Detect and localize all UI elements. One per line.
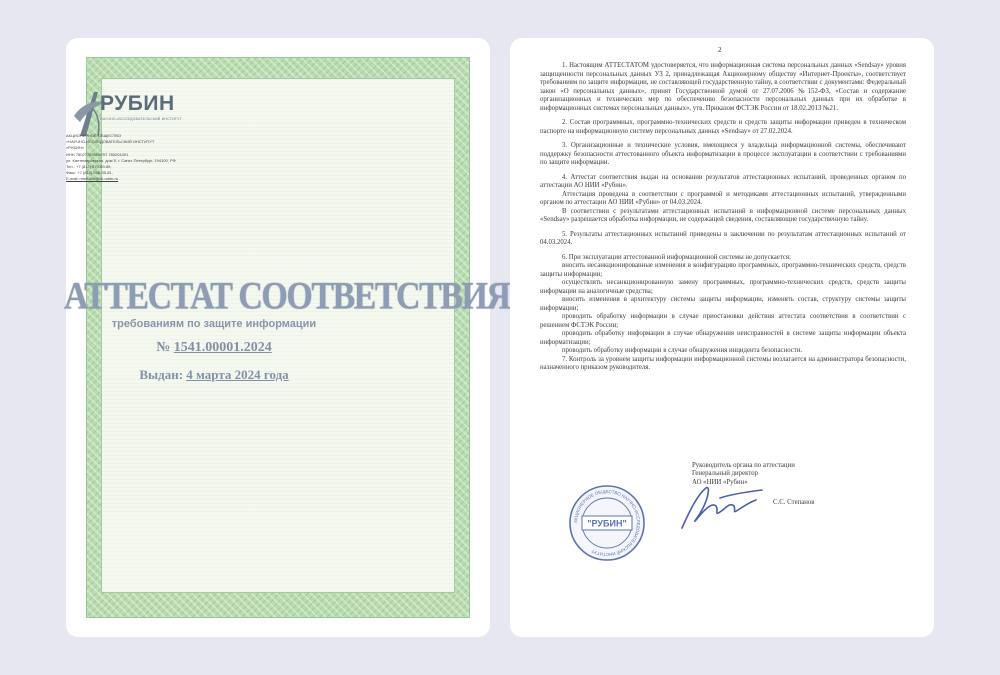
- signatory-line: Руководитель органа по аттестации: [692, 462, 795, 469]
- list-item: вносить несанкционированные изменения в конфигурацию программных, программно-технических средств, средств защиты информации;: [540, 262, 906, 278]
- paragraph-4: 4. Аттестат соответствия выдан на основании результатов аттестационных испытаний, проведенных органом по аттестации АО НИИ «Рубин».: [540, 173, 906, 189]
- official-stamp-icon: [568, 484, 646, 562]
- paragraph-5: 5. Результаты аттестационных испытаний приведены в заключении по результатам аттестационных испытаний от 04.03.2024.: [540, 230, 906, 246]
- org-line: «НАУЧНО-ИССЛЕДОВАТЕЛЬСКИЙ ИНСТИТУТ: [66, 139, 155, 145]
- signatory-line: Генеральный директор: [692, 470, 758, 478]
- certificate-title: АТТЕСТАТ СООТВЕТСТВИЯ: [64, 275, 510, 318]
- org-line: «РУБИН»: [66, 145, 84, 151]
- paragraph-7: 7. Контроль за уровнем защиты информации информационной системы возлагается на администратора безопасности, назначенного приказом руководителя.: [540, 355, 906, 371]
- document-body: [540, 62, 906, 373]
- signatory-line: АО «НИИ «Рубин»: [692, 478, 748, 486]
- list-item: проводить обработку информации в случае приостановки действия аттестата соответствия в соответствии с решением ФСТЭК России;: [540, 313, 906, 329]
- org-line: Тел.: +7 (812) 670-89-89,: [66, 164, 112, 170]
- certificate-number: [84, 340, 344, 356]
- list-item: проводить обработку информации в случае обнаружения инцидента безопасности.: [562, 347, 803, 354]
- signer-name: С.С. Степанов: [773, 499, 815, 506]
- org-email: E-mail: nrinrubin@nii-rubin.ru: [66, 176, 119, 182]
- paragraph-4-result: В соответствии с результатами аттестационных испытаний в информационной системе персональных данных «Sendsay» разрешается обработка информации, не содержащей сведения, составляющие государственную тайну.: [540, 207, 906, 223]
- paragraph-4-method: Аттестация проведена в соответствии с программой и методиками аттестационных испытаний, утвержденными органом по аттестации АО НИИ «Рубин» от 04.03.2024.: [540, 190, 906, 206]
- org-line: АКЦИОНЕРНОЕ ОБЩЕСТВО: [66, 133, 121, 138]
- certificate-issued: [84, 367, 344, 383]
- signature-icon: [676, 480, 768, 534]
- org-line: ул. Кантемировская, дом 5, г. Санкт-Петербург, 194100, РФ: [66, 157, 176, 163]
- paragraph-1: 1. Настоящим АТТЕСТАТОМ удостоверяется, что информационная система персональных данных «Sendsay» уровня защищенности персональных данных УЗ 2, принадлежащая Акционерному обществу «Интернет-Проекты», соответствует требованиям по защите информации, не составляющей государственную тайну, в соответствии с документами: Федеральный закон «О персональных данных», принят Государственной думой от 27.07.2006 №152-ФЗ, «Состав и содержание организационных и технических мер по обеспечению безопасности персональных данных при их обработке в информационных системах персональных данных», утв. Приказом ФСТЭК России от 18.02.2013 №21.: [540, 62, 906, 112]
- logo-subtitle: НАУЧНО-ИССЛЕДОВАТЕЛЬСКИЙ ИНСТИТУТ: [100, 117, 182, 121]
- paragraph-3: 3. Организационные и технические условия, имеющиеся у владельца информационной системы, обеспечивают поддержку безопасности аттестованного объекта информатизации в процессе эксплуатации в соответствии с требованиями по защите информации.: [540, 142, 906, 166]
- list-item: вносить изменения в архитектуру системы защиты информации, изменять состав, структуру системы защиты информации;: [540, 296, 906, 312]
- certificate-subtitle: требованиям по защите информации: [111, 318, 317, 330]
- list-item: проводить обработку информации в случае обнаружения неисправностей в системе защиты информации объекта информатизации;: [540, 330, 906, 346]
- paragraph-2: 2. Состав программных, программно-технических средств и средств защиты информации приведен в техническом паспорте на информационную систему персональных данных «Sendsay» от 27.02.2024.: [540, 119, 906, 135]
- stamp-ring-text: АКЦИОНЕРНОЕ ОБЩЕСТВО НАУЧНО-ИССЛЕДОВАТЕЛЬСКИЙ ИНСТИТУТ: [572, 488, 642, 558]
- stamp-center-text: "РУБИН": [587, 518, 627, 529]
- issued-prefix: Выдан:: [139, 367, 184, 382]
- org-line: Факс: +7 (812) 596-35-81,: [66, 170, 113, 176]
- number-prefix: №: [156, 340, 171, 355]
- organization-details: [66, 133, 266, 183]
- logo-text: РУБИН: [100, 92, 175, 115]
- page-number: 2: [718, 46, 722, 54]
- org-line: ИНН 7802776390/КПП 780201001: [66, 151, 129, 157]
- paragraph-6-intro: 6. При эксплуатации аттестованной информационной системы не допускается:: [562, 253, 791, 261]
- list-item: осуществлять несанкционированную замену программных, программно-технических средств, средств защиты информации на аналогичные средства;: [540, 279, 906, 295]
- issued-date: 4 марта 2024 года: [186, 367, 289, 382]
- number-value: 1541.00001.2024: [173, 340, 272, 355]
